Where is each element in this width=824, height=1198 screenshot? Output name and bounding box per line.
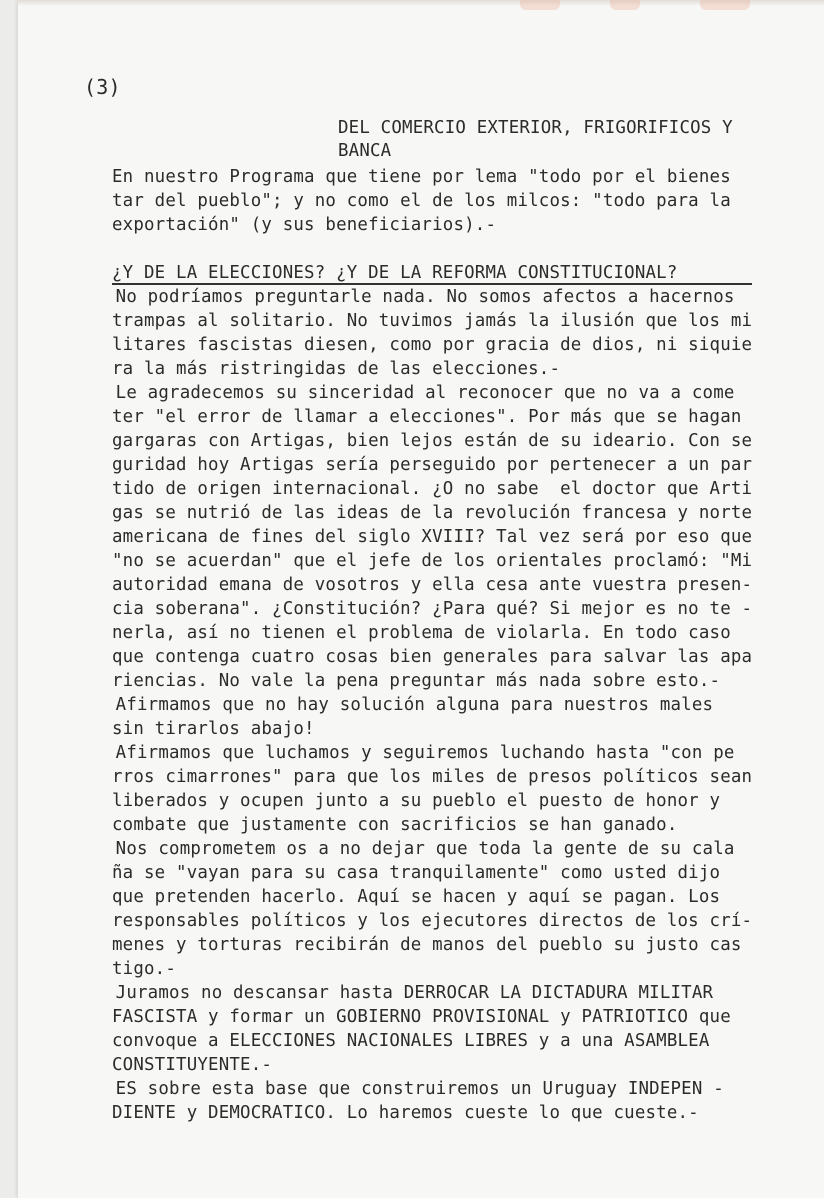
- body-line: FASCISTA y formar un GOBIERNO PROVISIONAL y PATRIOTICO que: [112, 1007, 731, 1027]
- body-line: ña se "vayan para su casa tranquilamente" como usted dijo: [112, 863, 721, 883]
- body-line: autoridad emana de vosotros y ella cesa ante vuestra presen-: [112, 575, 753, 595]
- body-line: nerla, así no tienen el problema de violarla. En todo caso: [112, 623, 731, 643]
- intro-line: exportación" (y sus beneficiarios).-: [112, 215, 497, 235]
- body-line: convoque a ELECCIONES NACIONALES LIBRES y a una ASAMBLEA: [112, 1031, 710, 1051]
- body-line: "no se acuerdan" que el jefe de los orientales proclamó: "Mi: [112, 551, 753, 571]
- body-line: Afirmamos que luchamos y seguiremos luchando hasta "con pe: [105, 743, 735, 763]
- section-title: ¿Y DE LA ELECCIONES? ¿Y DE LA REFORMA CONSTITUCIONAL?: [112, 263, 678, 283]
- paper-stain: [610, 0, 640, 10]
- body-line: que pretenden hacerlo. Aquí se hacen y aquí se pagan. Los: [112, 887, 721, 907]
- body-line: trampas al solitario. No tuvimos jamás la ilusión que los mi: [112, 311, 753, 331]
- intro-line: En nuestro Programa que tiene por lema "todo por el bienes: [112, 167, 731, 187]
- body-line: ES sobre esta base que construiremos un Uruguay INDEPEN -: [105, 1079, 724, 1099]
- page-number: (3): [84, 75, 121, 99]
- body-line: cia soberana". ¿Constitución? ¿Para qué? Si mejor es no te -: [112, 599, 753, 619]
- section-title-underline: [112, 283, 752, 285]
- body-line: tigo.-: [112, 959, 177, 979]
- body-line: rros cimarrones" para que los miles de presos políticos sean: [112, 767, 753, 787]
- body-line: litares fascistas diesen, como por gracia de dios, ni siquie: [112, 335, 753, 355]
- intro-line: tar del pueblo"; y no como el de los milcos: "todo para la: [112, 191, 731, 211]
- body-line: ter "el error de llamar a elecciones". Por más que se hagan: [112, 407, 742, 427]
- body-line: liberados y ocupen junto a su pueblo el puesto de honor y: [112, 791, 721, 811]
- body-line: Nos comprometem os a no dejar que toda la gente de su cala: [105, 839, 735, 859]
- heading-line: BANCA: [338, 141, 392, 161]
- body-line: tido de origen internacional. ¿O no sabe el doctor que Arti: [112, 479, 753, 499]
- body-line: sin tirarlos abajo!: [112, 719, 315, 739]
- heading-line: DEL COMERCIO EXTERIOR, FRIGORIFICOS Y: [338, 118, 733, 138]
- body-line: ra la más ristringidas de las elecciones.-: [112, 359, 561, 379]
- body-line: menes y torturas recibirán de manos del pueblo su justo cas: [112, 935, 742, 955]
- body-line: Le agradecemos su sinceridad al reconocer que no va a come: [105, 383, 735, 403]
- body-line: DIENTE y DEMOCRATICO. Lo haremos cueste lo que cueste.-: [112, 1103, 699, 1123]
- body-line: Afirmamos que no hay solución alguna para nuestros males: [105, 695, 714, 715]
- body-line: combate que justamente con sacrificios se han ganado.: [112, 815, 678, 835]
- body-line: Juramos no descansar hasta DERROCAR LA DICTADURA MILITAR: [105, 983, 714, 1003]
- body-line: gargaras con Artigas, bien lejos están de su ideario. Con se: [112, 431, 753, 451]
- body-line: riencias. No vale la pena preguntar más nada sobre esto.-: [112, 671, 721, 691]
- body-line: CONSTITUYENTE.-: [112, 1055, 273, 1075]
- body-line: gas se nutrió de las ideas de la revolución francesa y norte: [112, 503, 753, 523]
- body-line: guridad hoy Artigas sería perseguido por pertenecer a un par: [112, 455, 753, 475]
- body-line: que contenga cuatro cosas bien generales para salvar las apa: [112, 647, 753, 667]
- paper-stain: [700, 0, 750, 10]
- body-line: responsables políticos y los ejecutores directos de los crí-: [112, 911, 753, 931]
- paper-stain: [520, 0, 560, 10]
- body-line: No podríamos preguntarle nada. No somos afectos a hacernos: [105, 287, 735, 307]
- body-line: americana de fines del siglo XVIII? Tal vez será por eso que: [112, 527, 753, 547]
